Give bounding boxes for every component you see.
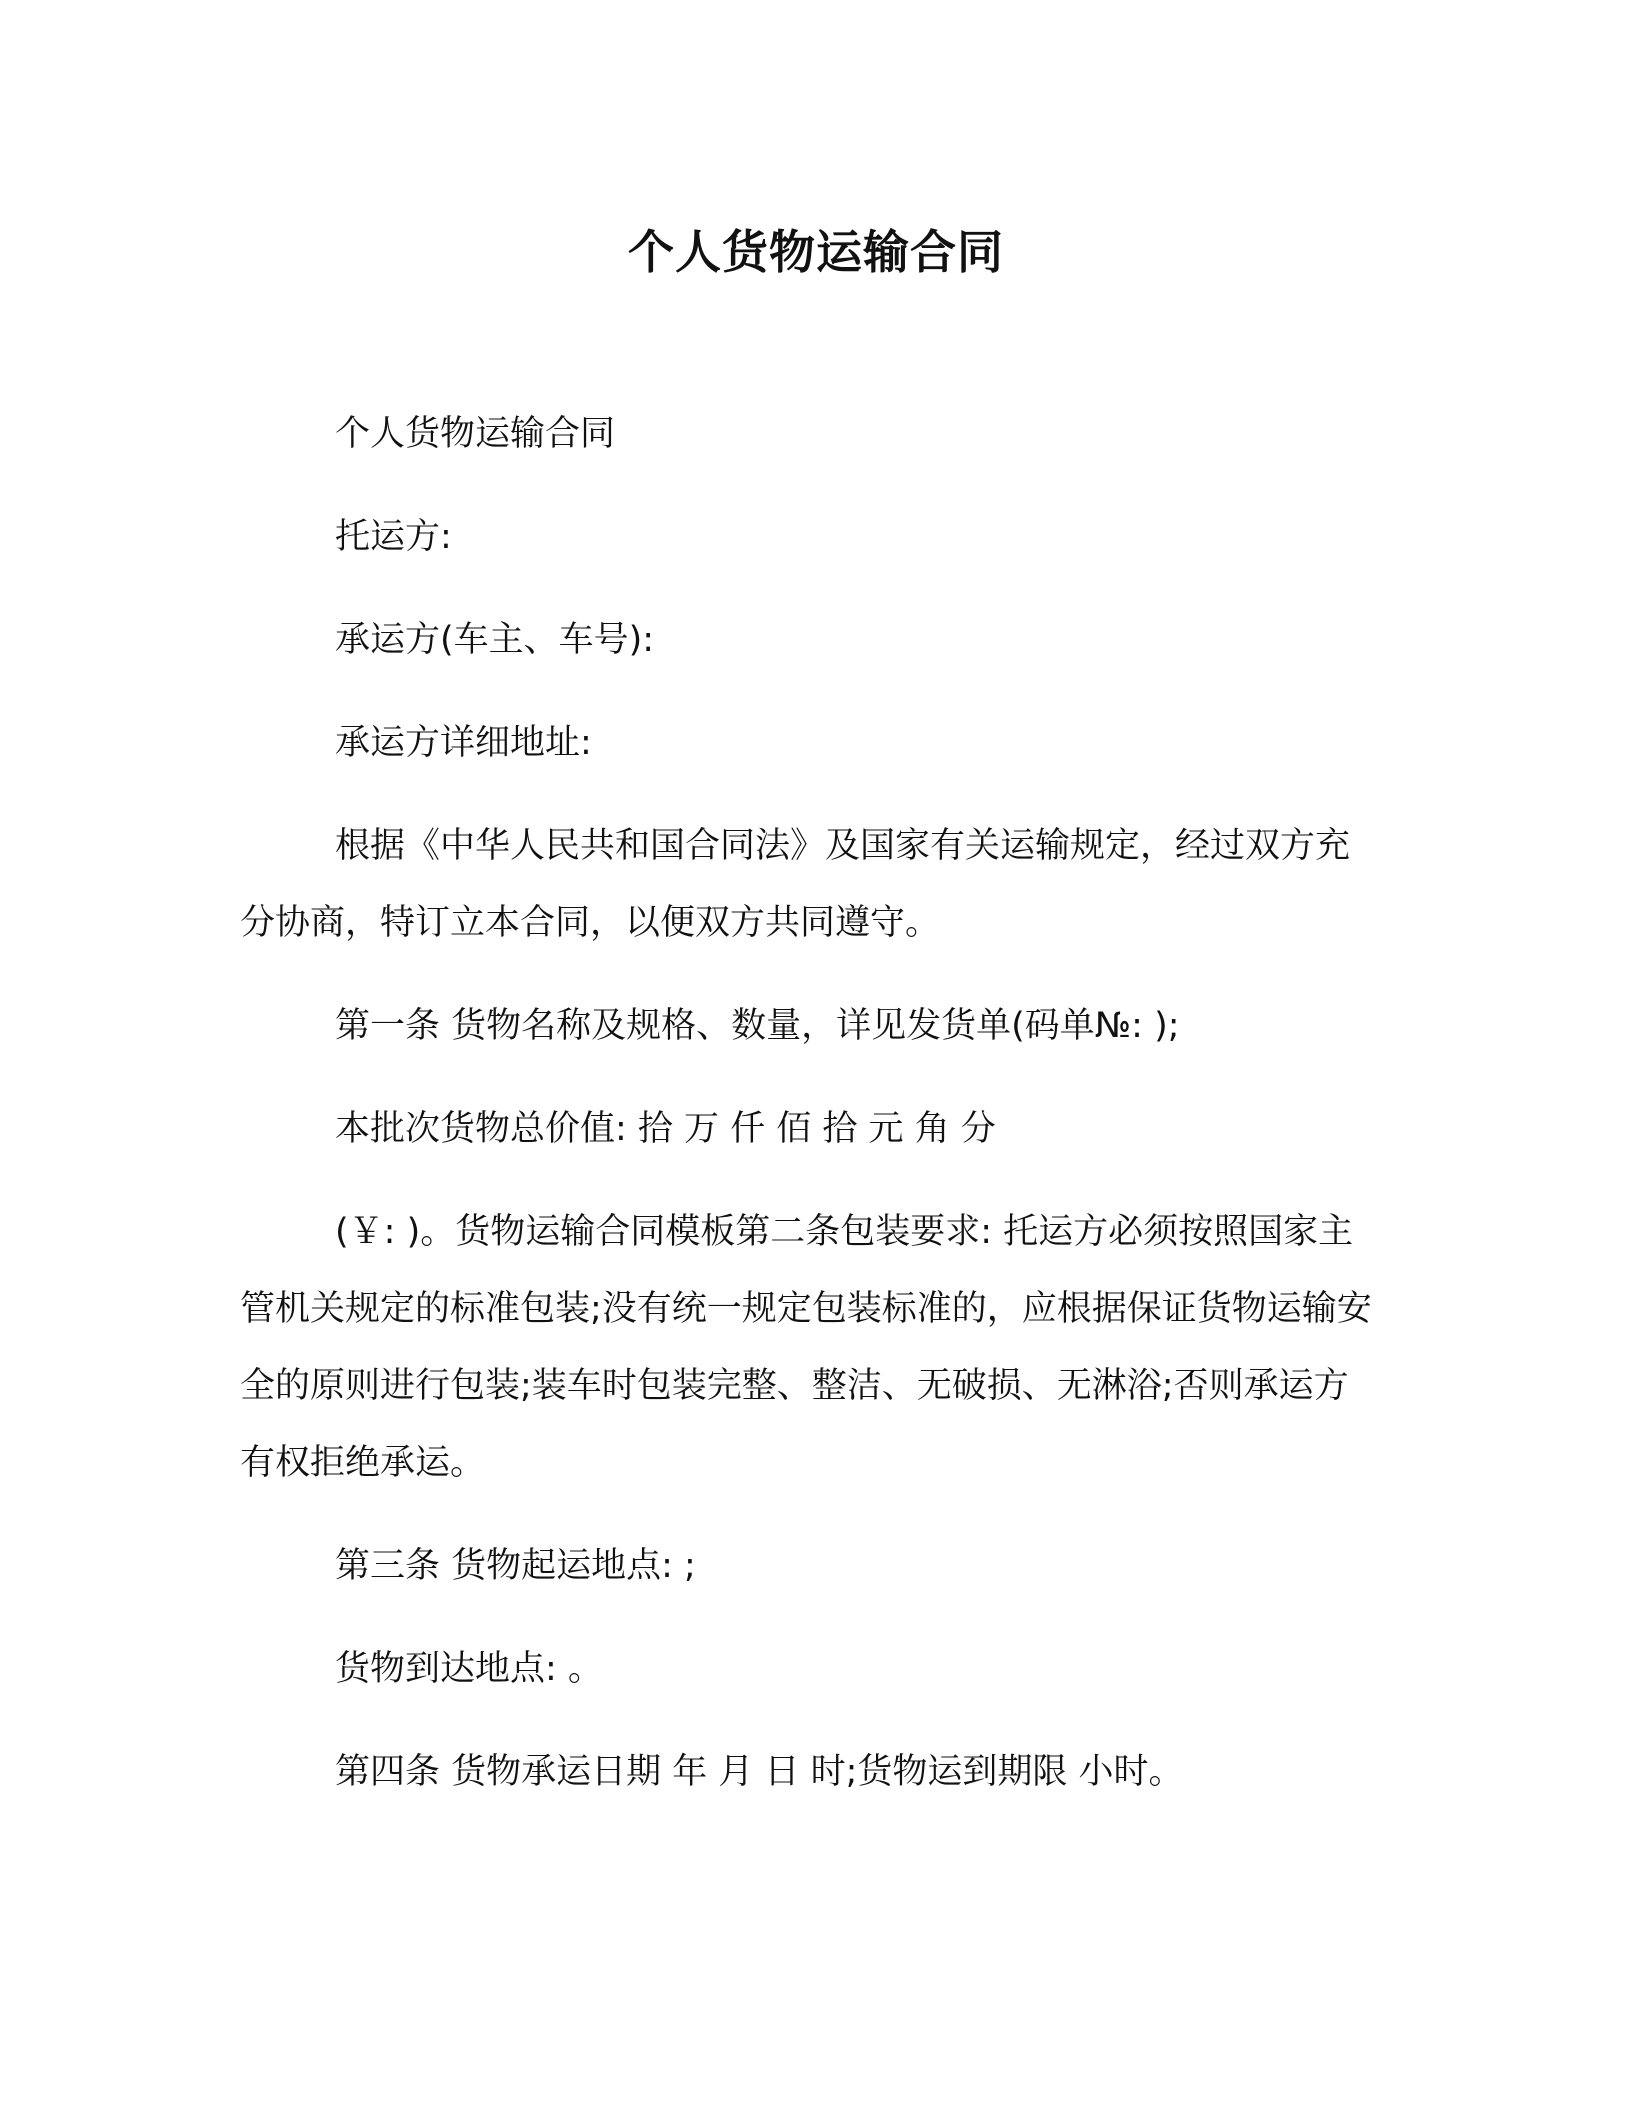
- paragraph-preamble: 根据《中华人民共和国合同法》及国家有关运输规定，经过双方充分协商，特订立本合同，以便双方共同遵守。: [240, 826, 1351, 943]
- paragraph-article-2: (￥: )。货物运输合同模板第二条包装要求: 托运方必须按照国家主管机关规定的标准包装;没有统一规定包装标准的，应根据保证货物运输安全的原则进行包装;装车时包装完整、整洁、无破损、无淋浴;否则承运方有权拒绝承运。: [240, 1212, 1372, 1483]
- paragraph-heading: 个人货物运输合同: [335, 414, 616, 454]
- paragraph-total-value: 本批次货物总价值: 拾 万 仟 佰 拾 元 角 分: [335, 1109, 996, 1149]
- paragraph-destination: 货物到达地点: 。: [335, 1649, 603, 1689]
- document-body: [240, 396, 1380, 1837]
- paragraph-article-4: 第四条 货物承运日期 年 月 日 时;货物运到期限 小时。: [335, 1752, 1184, 1792]
- paragraph-article-3: 第三条 货物起运地点: ;: [335, 1546, 696, 1586]
- document-title: 个人货物运输合同: [628, 225, 1004, 279]
- paragraph-carrier: 承运方(车主、车号):: [335, 620, 655, 660]
- paragraph-article-1: 第一条 货物名称及规格、数量，详见发货单(码单№: );: [335, 1006, 1180, 1046]
- paragraph-carrier-address: 承运方详细地址:: [335, 723, 592, 763]
- paragraph-shipper: 托运方:: [335, 517, 452, 557]
